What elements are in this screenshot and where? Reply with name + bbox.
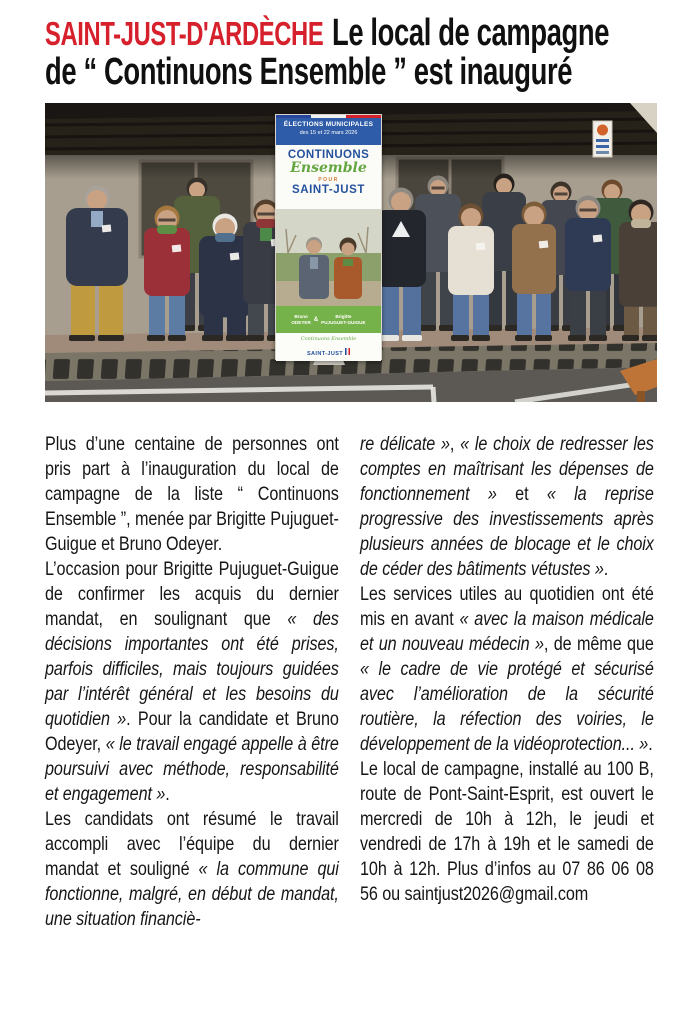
paragraph: Le local de campagne, installé au 100 B, route de Pont-Saint-Esprit, est ouvert le mercredi de 10h à 12h, le jeudi et vendredi de 17h à 19h et le samedi de 10h à 12h. Plus d’infos au 07 86 06 08 56 ou saintjust2026@gmail.com <box>360 758 654 905</box>
tricolor-stripe <box>276 115 381 118</box>
parking-line-vertical <box>433 387 434 402</box>
paragraph: re délicate », « le choix de redresser les comptes en maîtrisant les dépenses de fonctionnement » et « la reprise progressive des investissements après plusieurs années de blocage et le choix de céder des bâtiments vétustes ». <box>360 433 654 580</box>
banner-footer-script: Continuons Ensemble <box>300 336 357 342</box>
headline-text-1: Le local de campagne <box>331 12 610 54</box>
headline-kicker: SAINT-JUST-D'ARDÈCHE <box>45 15 324 52</box>
banner-title-ensemble: Ensemble <box>290 160 367 176</box>
paragraph: Plus d’une centaine de personnes ont pris part à l’inauguration du local de campagne de la liste “ Continuons Ensemble ”, menée par Brigitte Pujuguet-Guigue et Bruno Odeyer. <box>45 433 339 555</box>
banner-footer <box>276 333 381 361</box>
column-right <box>360 432 654 907</box>
paragraph: L’occasion pour Brigitte Pujuguet-Guigue de confirmer les acquis du dernier mandat, en soulignant que « des décisions importantes ont été prises, parfois difficiles, mais toujours guidées par l’intérêt général et les besoins du quotidien ». Pour la candidate et Bruno Odeyer, « le travail engagé appelle à être poursuivi avec méthode, responsabilité et engagement ». <box>45 558 339 805</box>
wall-sign <box>593 121 612 157</box>
article-photo <box>45 103 657 402</box>
candidate-name-left: Bruno ODEYER <box>291 313 311 325</box>
banner-header-title: ÉLECTIONS MUNICIPALES <box>283 121 374 128</box>
candidate-name-right: Brigitte PUJUGUET-GUIGUE <box>321 313 366 325</box>
paragraph: Les candidats ont résumé le travail accompli avec l’équipe du dernier mandat et souligné « la commune qui fonctionne, malgré, en début de mandat, une situation financiè- <box>45 808 339 930</box>
headline-line-1 <box>45 14 650 53</box>
banner-title-saintjust: SAINT-JUST <box>291 184 366 196</box>
article-headline <box>45 14 650 92</box>
paragraph: Les services utiles au quotidien ont été mis en avant « avec la maison médicale et un nouveau médecin », de même que « le cadre de vie protégé et sécurisé avec l’amélioration de la sécurité routière, la réfection des voiries, le développement de la vidéoprotection... ». <box>360 583 654 755</box>
banner-names <box>276 306 381 333</box>
column-left <box>45 432 339 932</box>
banner-footer-town: SAINT-JUST <box>306 351 344 357</box>
headline-line-2: de “ Continuons Ensemble ” est inauguré <box>45 51 573 93</box>
banner-header <box>276 118 381 145</box>
tricolor-rosette-icon <box>345 348 350 355</box>
banner-title-continuons: CONTINUONS <box>287 149 370 161</box>
banner-header-dates: des 15 et 22 mars 2026 <box>299 129 358 136</box>
campaign-banner <box>275 114 382 360</box>
banner-title-pour: POUR <box>318 177 339 183</box>
banner-title <box>276 145 381 209</box>
ampersand: & <box>313 316 319 323</box>
banner-candidates-photo <box>276 209 381 306</box>
